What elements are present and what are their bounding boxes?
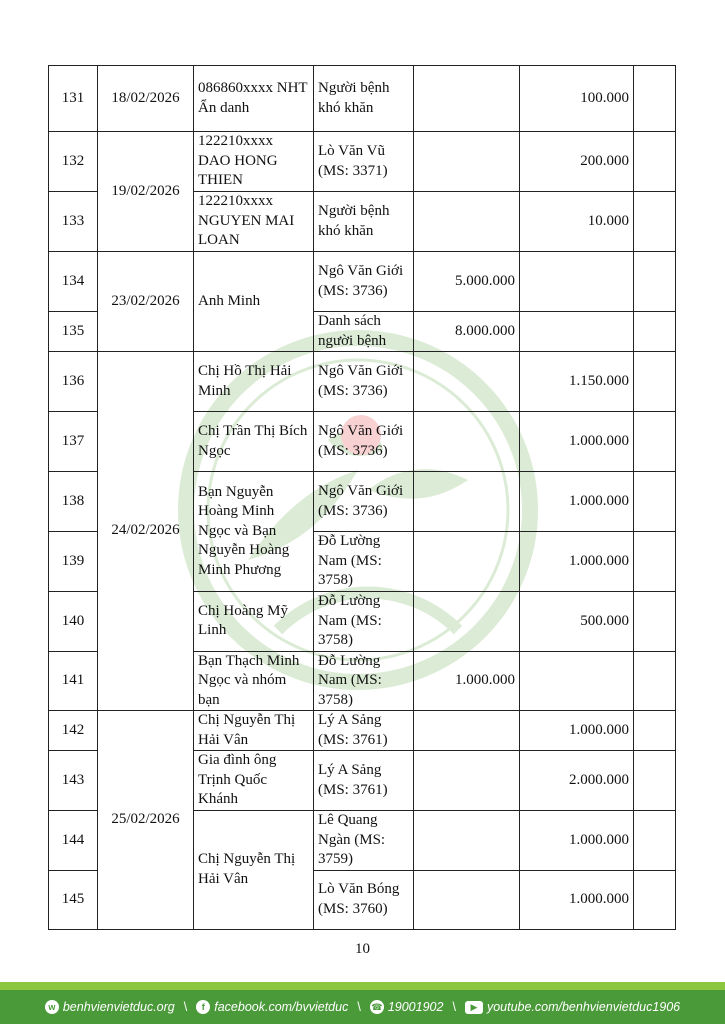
footer-youtube[interactable] (465, 1000, 680, 1014)
beneficiary-cell: Lý A Sảng (MS: 3761) (314, 751, 414, 811)
note-cell (634, 132, 676, 192)
footer-separator: \ (183, 1000, 188, 1014)
donor-cell: 086860xxxx NHT Ẩn danh (194, 66, 314, 132)
footer-website-label: benhvienvietduc.org (62, 1000, 175, 1014)
facebook-icon: f (196, 1000, 210, 1014)
footer-youtube-label: youtube.com/benhvienvietduc1906 (486, 1000, 681, 1014)
stt-cell: 137 (49, 412, 98, 472)
note-cell (634, 352, 676, 412)
amount-a-cell (414, 870, 520, 929)
amount-a-cell: 8.000.000 (414, 312, 520, 352)
footer-separator: \ (452, 1000, 456, 1014)
stt-cell: 140 (49, 592, 98, 652)
table-row (49, 252, 676, 312)
note-cell (634, 66, 676, 132)
beneficiary-cell: Đỗ Lường Nam (MS: 3758) (314, 651, 414, 711)
table-row (49, 66, 676, 132)
beneficiary-cell: Người bệnh khó khăn (314, 66, 414, 132)
stt-cell: 135 (49, 312, 98, 352)
stt-cell: 136 (49, 352, 98, 412)
amount-a-cell: 1.000.000 (414, 651, 520, 711)
beneficiary-cell: Ngô Văn Giới (MS: 3736) (314, 472, 414, 532)
footer-facebook[interactable] (196, 1000, 348, 1014)
beneficiary-cell: Ngô Văn Giới (MS: 3736) (314, 252, 414, 312)
beneficiary-cell: Ngô Văn Giới (MS: 3736) (314, 352, 414, 412)
amount-b-cell: 1.000.000 (520, 711, 634, 751)
table-row (49, 711, 676, 751)
amount-b-cell (520, 651, 634, 711)
stt-cell: 132 (49, 132, 98, 192)
beneficiary-cell: Lê Quang Ngàn (MS: 3759) (314, 811, 414, 871)
beneficiary-cell: Lò Văn Bóng (MS: 3760) (314, 870, 414, 929)
date-cell: 23/02/2026 (98, 252, 194, 352)
donor-cell: Chị Hồ Thị Hải Minh (194, 352, 314, 412)
stt-cell: 138 (49, 472, 98, 532)
note-cell (634, 472, 676, 532)
stt-cell: 145 (49, 870, 98, 929)
note-cell (634, 751, 676, 811)
amount-a-cell (414, 811, 520, 871)
amount-b-cell: 1.000.000 (520, 811, 634, 871)
amount-a-cell (414, 192, 520, 252)
donor-cell: Chị Trần Thị Bích Ngọc (194, 412, 314, 472)
donor-cell: 122210xxxx DAO HONG THIEN (194, 132, 314, 192)
note-cell (634, 711, 676, 751)
stt-cell: 141 (49, 651, 98, 711)
beneficiary-cell: Đỗ Lường Nam (MS: 3758) (314, 592, 414, 652)
stt-cell: 134 (49, 252, 98, 312)
note-cell (634, 811, 676, 871)
table-row (49, 132, 676, 192)
amount-a-cell (414, 592, 520, 652)
amount-a-cell: 5.000.000 (414, 252, 520, 312)
amount-b-cell: 100.000 (520, 66, 634, 132)
footer-website[interactable] (45, 1000, 175, 1014)
amount-b-cell: 10.000 (520, 192, 634, 252)
amount-b-cell (520, 312, 634, 352)
donor-cell: Bạn Nguyễn Hoàng Minh Ngọc và Bạn Nguyễn Hoàng Minh Phương (194, 472, 314, 592)
donor-cell: 122210xxxx NGUYEN MAI LOAN (194, 192, 314, 252)
stt-cell: 131 (49, 66, 98, 132)
beneficiary-cell: Lý A Sảng (MS: 3761) (314, 711, 414, 751)
beneficiary-cell: Đỗ Lường Nam (MS: 3758) (314, 532, 414, 592)
note-cell (634, 192, 676, 252)
stt-cell: 143 (49, 751, 98, 811)
footer-separator: \ (357, 1000, 361, 1014)
amount-b-cell: 1.000.000 (520, 870, 634, 929)
amount-b-cell: 2.000.000 (520, 751, 634, 811)
note-cell (634, 870, 676, 929)
stt-cell: 144 (49, 811, 98, 871)
note-cell (634, 592, 676, 652)
footer-facebook-label: facebook.com/bvvietduc (214, 1000, 349, 1014)
date-cell: 19/02/2026 (98, 132, 194, 252)
page-number: 10 (355, 941, 370, 957)
note-cell (634, 252, 676, 312)
beneficiary-cell: Danh sách người bệnh (314, 312, 414, 352)
amount-b-cell: 1.150.000 (520, 352, 634, 412)
stt-cell: 142 (49, 711, 98, 751)
note-cell (634, 412, 676, 472)
donor-cell: Anh Minh (194, 252, 314, 352)
footer-hotline-label: 19001902 (387, 1000, 444, 1014)
donor-cell: Chị Nguyễn Thị Hải Vân (194, 711, 314, 751)
amount-a-cell (414, 352, 520, 412)
note-cell (634, 651, 676, 711)
stt-cell: 133 (49, 192, 98, 252)
amount-b-cell: 1.000.000 (520, 472, 634, 532)
donor-cell: Bạn Thạch Minh Ngọc và nhóm bạn (194, 651, 314, 711)
amount-a-cell (414, 472, 520, 532)
globe-icon: w (45, 1000, 59, 1014)
amount-b-cell: 1.000.000 (520, 532, 634, 592)
stt-cell: 139 (49, 532, 98, 592)
phone-icon: ☎ (370, 1000, 384, 1014)
note-cell (634, 312, 676, 352)
date-cell: 24/02/2026 (98, 352, 194, 711)
amount-a-cell (414, 412, 520, 472)
footer-bar (0, 982, 725, 1024)
donor-cell: Chị Nguyễn Thị Hải Vân (194, 811, 314, 930)
amount-a-cell (414, 132, 520, 192)
date-cell: 18/02/2026 (98, 66, 194, 132)
beneficiary-cell: Ngô Văn Giới (MS: 3736) (314, 412, 414, 472)
beneficiary-cell: Người bệnh khó khăn (314, 192, 414, 252)
youtube-icon: ▶ (465, 1001, 483, 1014)
amount-b-cell: 1.000.000 (520, 412, 634, 472)
donation-table (48, 65, 676, 930)
donor-cell: Gia đình ông Trịnh Quốc Khánh (194, 751, 314, 811)
amount-a-cell (414, 751, 520, 811)
amount-a-cell (414, 711, 520, 751)
table-row (49, 352, 676, 412)
amount-a-cell (414, 532, 520, 592)
note-cell (634, 532, 676, 592)
amount-b-cell (520, 252, 634, 312)
amount-a-cell (414, 66, 520, 132)
donor-cell: Chị Hoàng Mỹ Linh (194, 592, 314, 652)
footer-hotline[interactable] (370, 1000, 444, 1014)
date-cell: 25/02/2026 (98, 711, 194, 930)
amount-b-cell: 500.000 (520, 592, 634, 652)
amount-b-cell: 200.000 (520, 132, 634, 192)
beneficiary-cell: Lò Văn Vũ (MS: 3371) (314, 132, 414, 192)
